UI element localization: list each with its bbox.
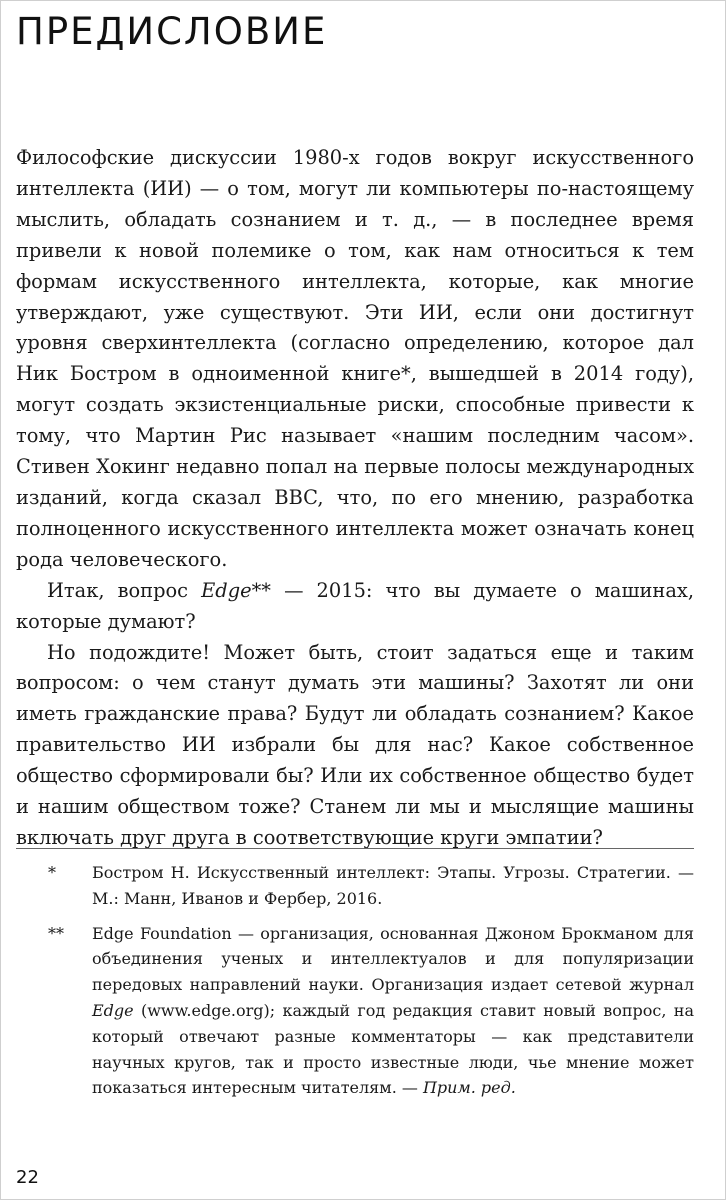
page-number: 22 xyxy=(16,1167,39,1188)
footnote-2 xyxy=(16,921,694,1102)
paragraph-2-lead: Итак, вопрос xyxy=(47,578,202,602)
paragraph-2-rest: ** — 2015: что вы думаете о машинах, которые думают? xyxy=(16,578,694,633)
footnotes xyxy=(16,860,694,1110)
footnote-1-mark: * xyxy=(48,863,56,882)
footnote-1 xyxy=(16,860,694,912)
paragraph-1: Философские дискуссии 1980-х годов вокруг искусственного интеллекта (ИИ) — о том, могут ли компьютеры по-настоящему мыслить, обладать сознанием и т. д., — в последнее время привели к новой полемике о том, как нам относиться к тем формам искусственного интеллекта, которые, как многие утверждают, уже существуют. Эти ИИ, если они достигнут уровня сверхинтеллекта (согласно определению, которое дал Ник Бостром в одноименной книге*, вышедшей в 2014 году), могут создать экзистенциальные риски, способные привести к тому, что Мартин Рис называет «нашим последним часом». Стивен Хокинг недавно попал на первые полосы международных изданий, когда сказал BBC, что, по его мнению, разработка полноценного искусственного интеллекта может означать конец рода человеческого. xyxy=(16,146,694,571)
edge-italic: Edge xyxy=(201,578,252,602)
footnote-2-italic-note: Прим. ред. xyxy=(422,1078,516,1098)
main-text xyxy=(16,143,694,854)
footnote-2-text-a: Edge Foundation — организация, основанная Джоном Брокманом для объединения ученых и интеллектуалов и для популяризации передовых направлений науки. Организация издает сетевой журнал xyxy=(92,923,694,995)
footnote-1-text: Бостром Н. Искусственный интеллект: Этапы. Угрозы. Стратегии. — М.: Манн, Иванов и Фербер, 2016. xyxy=(92,863,694,908)
page-title: ПРЕДИСЛОВИЕ xyxy=(16,10,328,53)
paragraph-2 xyxy=(16,576,694,638)
footnote-2-text xyxy=(92,924,694,1098)
paragraph-3: Но подождите! Может быть, стоит задаться еще и таким вопросом: о чем станут думать эти машины? Захотят ли они иметь гражданские права? Будут ли обладать сознанием? Какое правительство ИИ избрали бы для нас? Какое собственное общество сформировали бы? Или их собственное общество будет и нашим обществом тоже? Станем ли мы и мыслящие машины включать друг друга в соответствующие круги эмпатии? xyxy=(16,640,694,849)
footnote-2-mark: ** xyxy=(48,923,64,943)
footnote-2-italic-edge: Edge xyxy=(92,1000,134,1020)
footnote-2-text-b: (www.edge.org); каждый год редакция ставит новый вопрос, на который отвечают разные комментаторы — как представители научных кругов, так и просто известные люди, чье мнение может показаться интересным читателям. — xyxy=(92,1000,694,1098)
footnote-divider xyxy=(16,848,694,849)
